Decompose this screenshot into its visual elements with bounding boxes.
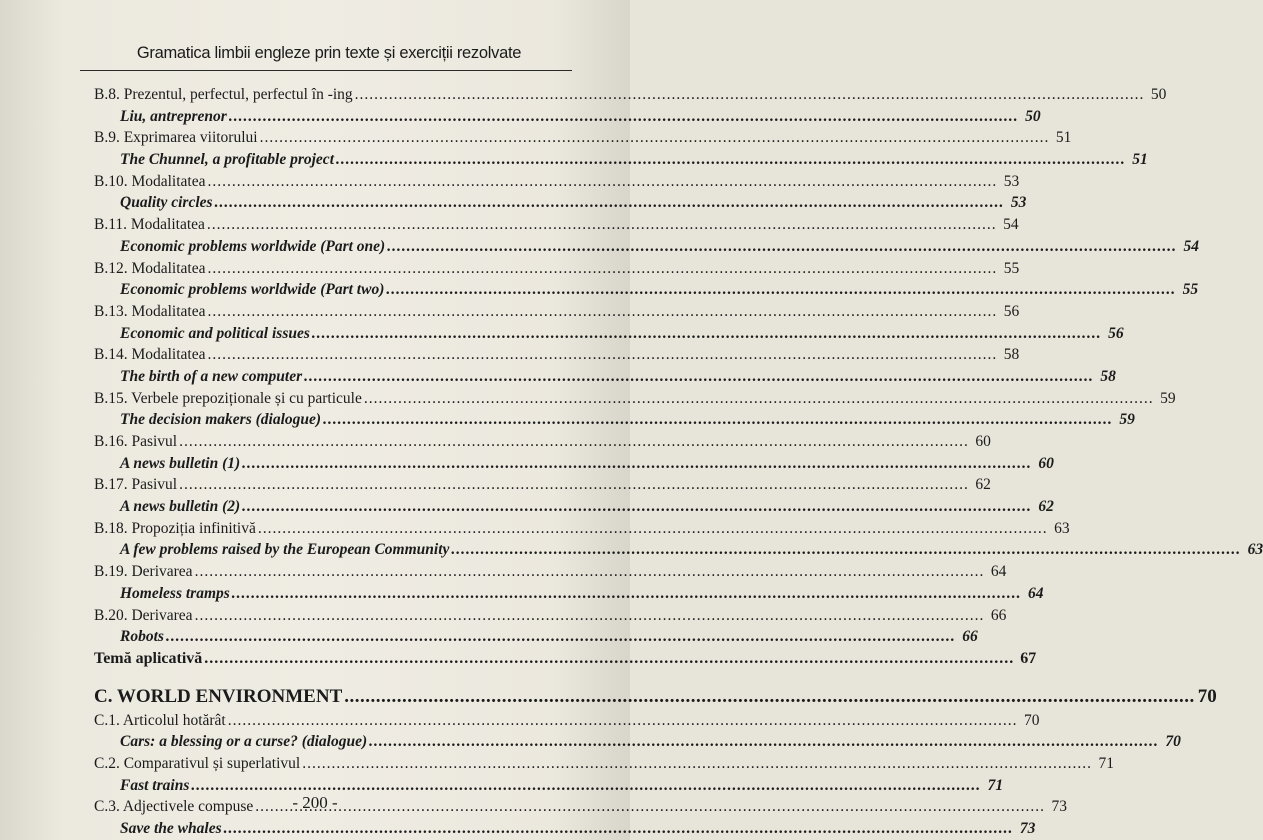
toc-entry-title: Homeless tramps <box>120 584 230 602</box>
toc-entry-title: B.16. Pasivul <box>94 433 178 450</box>
toc-entry-title: Liu, antreprenor <box>120 107 227 125</box>
toc-entry-page: 59 <box>1119 411 1135 429</box>
toc-entry-page: 59 <box>1160 389 1176 407</box>
running-header: Gramatica limbii engleze prin texte și exerciții rezolvate <box>136 44 522 62</box>
toc-text-entry <box>94 583 1044 605</box>
toc-entry-page: 62 <box>975 476 991 494</box>
toc-entry-page: 60 <box>975 433 991 450</box>
toc-chapter-entry <box>94 710 1040 732</box>
toc-chapter-entry <box>94 605 1007 627</box>
toc-chapter-entry <box>94 84 1167 106</box>
toc-chapter-entry <box>94 301 1020 323</box>
toc-entry-title: Economic problems worldwide (Part one) <box>120 237 386 255</box>
toc-chapter-entry <box>94 474 991 496</box>
toc-entry-page: 50 <box>1150 86 1167 103</box>
toc-chapter-entry <box>94 127 1072 149</box>
toc-entry-title: Economic problems worldwide (Part two) <box>120 281 385 299</box>
dot-leader <box>215 192 1005 214</box>
toc-entry-page: 73 <box>1051 798 1068 816</box>
toc-entry-title: B.9. Exprimarea viitorului <box>94 129 258 147</box>
toc-entry-title: C.2. Comparativul și superlativul <box>94 754 301 772</box>
dot-leader <box>344 684 1195 710</box>
toc-entry-title: A news bulletin (2) <box>120 498 241 516</box>
toc-entry-page: 62 <box>1038 498 1054 516</box>
toc-entry-title: B.12. Modalitatea <box>94 259 206 277</box>
toc-topic-entry <box>94 648 1037 670</box>
dot-leader <box>387 236 1177 258</box>
dot-leader <box>304 366 1094 388</box>
toc-entry-page: 54 <box>1003 216 1019 234</box>
dot-leader <box>208 171 998 193</box>
toc-entry-title: Fast trains <box>120 776 190 794</box>
dot-leader <box>224 818 1014 840</box>
dot-leader <box>207 214 997 236</box>
toc-text-entry <box>94 366 1116 388</box>
toc-entry-page: 55 <box>1003 259 1020 277</box>
toc-entry-title: B.10. Modalitatea <box>94 172 206 190</box>
toc-entry-title: B.11. Modalitatea <box>94 216 205 234</box>
toc-text-entry <box>94 818 1036 840</box>
toc-chapter-entry <box>94 561 1007 583</box>
toc-entry-title: Cars: a blessing or a curse? (dialogue) <box>120 733 368 751</box>
dot-leader <box>336 149 1126 171</box>
dot-leader <box>179 474 969 496</box>
toc-text-entry <box>94 279 1199 301</box>
toc-entry-title: Temă aplicativă <box>94 649 203 667</box>
dot-leader <box>312 323 1102 345</box>
toc-entry-title: A few problems raised by the European Community <box>120 541 450 559</box>
toc-text-entry <box>94 409 1135 431</box>
dot-leader <box>302 753 1092 775</box>
toc-entry-page: 66 <box>990 606 1007 624</box>
dot-leader <box>242 453 1032 475</box>
toc-section-heading <box>94 684 1217 710</box>
toc-entry-title: A news bulletin (1) <box>120 454 241 472</box>
dot-leader <box>258 518 1048 540</box>
dot-leader <box>451 539 1241 561</box>
toc-entry-title: B.8. Prezentul, perfectul, perfectul în -ing <box>94 86 353 103</box>
toc-entry-title: C. WORLD ENVIRONMENT <box>94 685 343 707</box>
dot-leader <box>208 301 998 323</box>
dot-leader <box>242 496 1032 518</box>
toc-text-entry <box>94 453 1054 475</box>
dot-leader <box>260 127 1050 149</box>
toc-text-entry <box>94 496 1054 518</box>
toc-text-entry <box>94 323 1124 345</box>
toc-entry-page: 53 <box>1010 194 1027 212</box>
toc-entry-title: The decision makers (dialogue) <box>120 411 322 429</box>
dot-leader <box>232 583 1022 605</box>
toc-entry-page: 70 <box>1197 685 1217 707</box>
toc-entry-title: The Chunnel, a profitable project <box>120 151 334 169</box>
toc-entry-page: 58 <box>1100 367 1116 385</box>
toc-entry-title: B.13. Modalitatea <box>94 302 206 320</box>
toc-entry-page: 73 <box>1019 820 1036 837</box>
toc-chapter-entry <box>94 431 991 453</box>
toc-entry-title: The birth of a new computer <box>120 367 303 385</box>
toc-entry-page: 63 <box>1054 519 1070 537</box>
toc-text-entry <box>94 236 1199 258</box>
dot-leader <box>364 388 1154 410</box>
toc-entry-page: 56 <box>1003 302 1020 320</box>
toc-entry-title: C.1. Articolul hotărât <box>94 711 226 729</box>
toc-entry-title: B.14. Modalitatea <box>94 346 206 364</box>
toc-entry-title: B.19. Derivarea <box>94 563 193 581</box>
toc-entry-page: 54 <box>1183 237 1199 255</box>
toc-entry-page: 60 <box>1038 454 1054 472</box>
toc-text-entry <box>94 149 1148 171</box>
toc-text-entry <box>94 106 1041 128</box>
header-rule <box>80 70 572 71</box>
toc-entry-page: 50 <box>1025 107 1041 125</box>
toc-entry-title: Quality circles <box>120 194 213 212</box>
toc-entry-page: 56 <box>1108 324 1124 342</box>
dot-leader <box>179 431 969 453</box>
toc-entry-page: 51 <box>1055 129 1072 147</box>
dot-leader <box>208 344 998 366</box>
dot-leader <box>204 648 1014 670</box>
toc-entry-page: 70 <box>1165 733 1181 751</box>
table-of-contents <box>94 84 1263 840</box>
dot-leader <box>195 561 985 583</box>
toc-entry-title: B.15. Verbele prepoziționale și cu particule <box>94 389 362 407</box>
toc-text-entry <box>94 731 1181 753</box>
dot-leader <box>355 84 1145 106</box>
toc-chapter-entry <box>94 171 1020 193</box>
toc-text-entry <box>94 192 1027 214</box>
toc-text-entry <box>94 539 1263 561</box>
dot-leader <box>208 258 998 280</box>
dot-leader <box>195 605 985 627</box>
toc-chapter-entry <box>94 214 1019 236</box>
toc-entry-page: 67 <box>1020 649 1037 667</box>
toc-chapter-entry <box>94 388 1176 410</box>
toc-entry-title: B.18. Propoziția infinitivă <box>94 519 256 537</box>
toc-entry-title: Save the whales <box>120 820 222 837</box>
section-gap <box>94 670 572 684</box>
dot-leader <box>323 409 1113 431</box>
toc-entry-page: 58 <box>1003 346 1020 364</box>
toc-entry-title: Robots <box>120 628 164 646</box>
page-number: - 200 - <box>292 793 338 812</box>
toc-entry-title: B.20. Derivarea <box>94 606 193 624</box>
toc-chapter-entry <box>94 344 1020 366</box>
toc-entry-title: B.17. Pasivul <box>94 476 178 494</box>
toc-entry-page: 71 <box>987 776 1004 794</box>
dot-leader <box>229 106 1019 128</box>
toc-chapter-entry <box>94 258 1020 280</box>
toc-chapter-entry <box>94 518 1070 540</box>
toc-entry-page: 51 <box>1132 151 1148 169</box>
toc-entry-page: 55 <box>1182 281 1199 299</box>
toc-entry-page: 64 <box>990 563 1007 581</box>
toc-entry-page: 53 <box>1003 172 1020 190</box>
dot-leader <box>228 710 1018 732</box>
toc-entry-page: 70 <box>1023 711 1040 729</box>
toc-entry-title: Economic and political issues <box>120 324 310 342</box>
toc-chapter-entry <box>94 753 1114 775</box>
dot-leader <box>369 731 1159 753</box>
toc-text-entry <box>94 626 978 648</box>
dot-leader <box>386 279 1176 301</box>
toc-entry-page: 66 <box>962 628 978 646</box>
toc-entry-page: 71 <box>1098 754 1114 772</box>
toc-entry-page: 64 <box>1028 584 1044 602</box>
toc-entry-page: 63 <box>1247 541 1263 559</box>
toc-entry-title: C.3. Adjectivele compuse <box>94 798 254 816</box>
dot-leader <box>166 626 956 648</box>
